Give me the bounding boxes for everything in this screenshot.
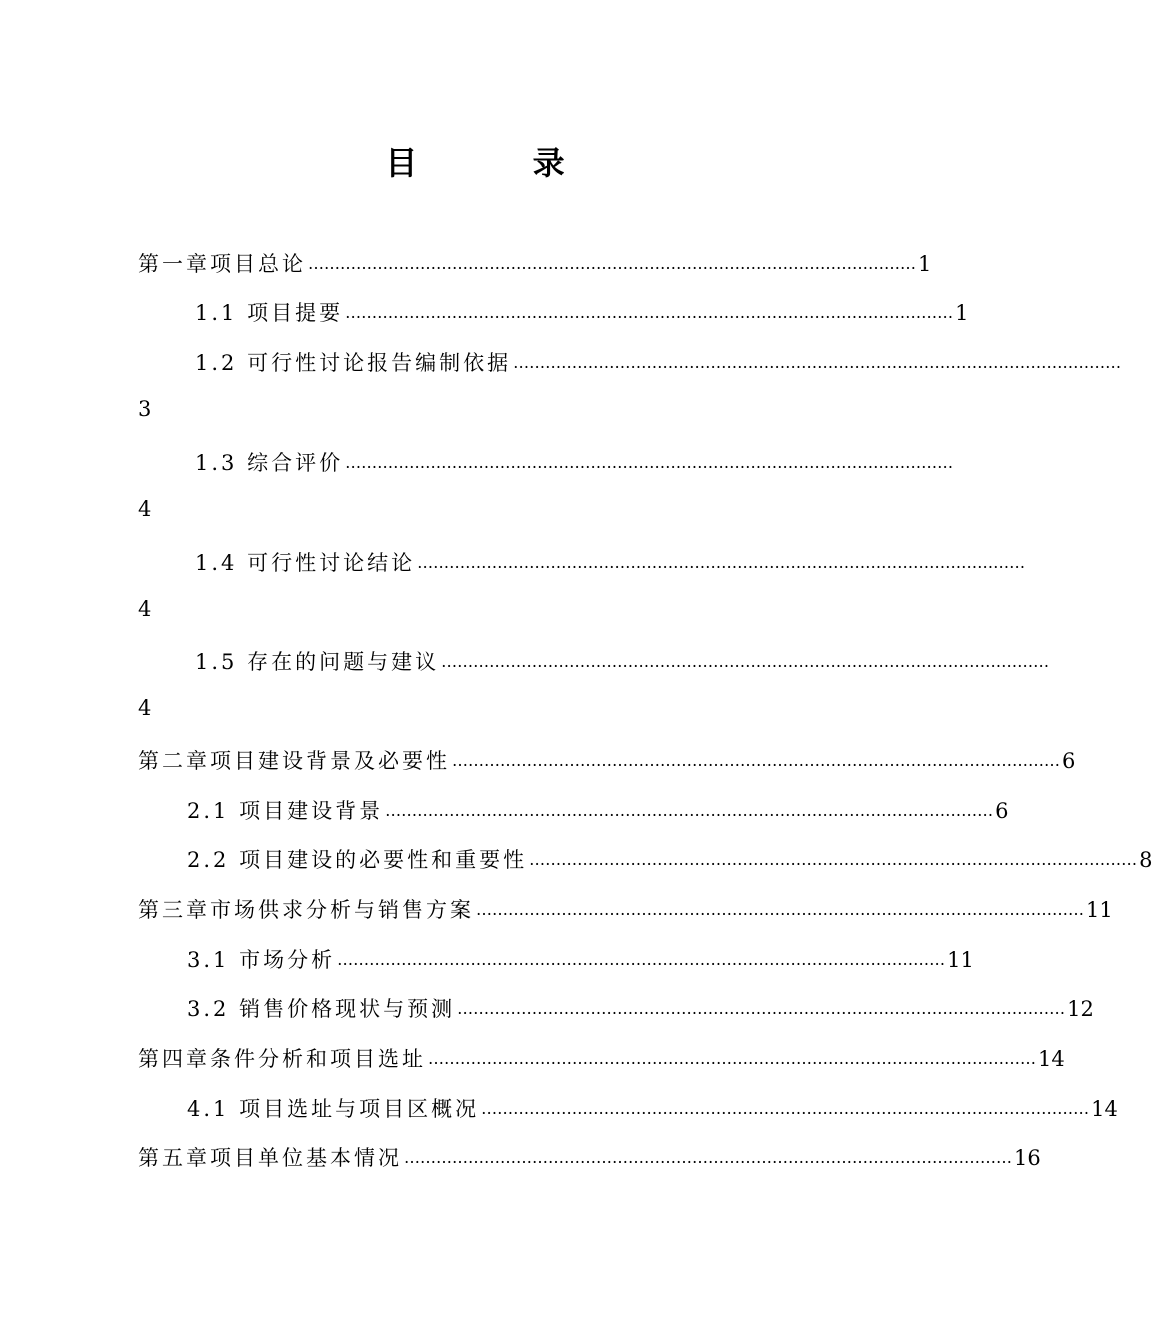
toc-leader-dots: …………………………………………………………………………………………………… (529, 850, 1138, 869)
toc-chapter-number: 第五章 (138, 1146, 210, 1170)
toc-entry-label: 项目总论 (210, 252, 306, 276)
toc-chapter-number: 第二章 (138, 749, 210, 773)
toc-entry-label: 项目单位基本情况 (210, 1146, 402, 1170)
toc-page-number: 12 (1067, 997, 1094, 1021)
toc-entry-1-4[interactable] (195, 543, 1026, 579)
toc-entry-label: 2.2 项目建设的必要性和重要性 (187, 848, 528, 872)
toc-leader-dots: …………………………………………………………………………………………………… (337, 950, 946, 969)
toc-leader-dots: …………………………………………………………………………………………………… (452, 751, 1060, 770)
toc-page-number-wrapped: 4 (138, 696, 152, 720)
toc-leader-dots: …………………………………………………………………………………………………… (417, 553, 1026, 572)
toc-entry-1-5[interactable] (195, 642, 1050, 678)
toc-leader-dots: …………………………………………………………………………………………………… (385, 801, 994, 820)
toc-entry-label: 项目建设背景及必要性 (210, 749, 450, 773)
toc-chapter-number: 第三章 (138, 898, 210, 922)
toc-entry-chapter-4[interactable] (138, 1039, 1065, 1075)
toc-leader-dots: …………………………………………………………………………………………………… (308, 254, 916, 273)
toc-entry-chapter-5[interactable] (138, 1138, 1041, 1174)
toc-entry-chapter-3[interactable] (138, 890, 1113, 926)
toc-page-number: 8 (1139, 848, 1152, 872)
toc-entry-chapter-2[interactable] (138, 741, 1076, 777)
toc-entry-label: 市场供求分析与销售方案 (210, 898, 474, 922)
toc-entry-label: 条件分析和项目选址 (210, 1047, 426, 1071)
toc-leader-dots: …………………………………………………………………………………………………… (457, 999, 1066, 1018)
toc-leader-dots: …………………………………………………………………………………………………… (476, 900, 1084, 919)
toc-entry-chapter-1[interactable] (138, 244, 932, 280)
toc-leader-dots: …………………………………………………………………………………………………… (428, 1049, 1036, 1068)
toc-entry-1-1[interactable] (195, 293, 969, 329)
toc-leader-dots: …………………………………………………………………………………………………… (481, 1099, 1090, 1118)
toc-page-number-wrapped: 4 (138, 597, 152, 621)
toc-entry-label: 1.5 存在的问题与建议 (195, 650, 440, 674)
toc-page-number-wrapped: 3 (138, 397, 152, 421)
toc-page-number: 11 (947, 948, 974, 972)
toc-entry-1-2[interactable] (195, 343, 1122, 379)
toc-entry-label: 3.1 市场分析 (187, 948, 336, 972)
toc-page-number: 14 (1091, 1097, 1118, 1121)
toc-entry-2-1[interactable] (187, 791, 1009, 827)
toc-chapter-number: 第一章 (138, 252, 210, 276)
toc-page-number-wrapped: 4 (138, 497, 152, 521)
toc-entry-label: 1.1 项目提要 (195, 301, 344, 325)
toc-page-number: 11 (1086, 898, 1113, 922)
toc-page-number: 1 (955, 301, 969, 325)
toc-entry-1-3[interactable] (195, 443, 954, 479)
toc-leader-dots: …………………………………………………………………………………………………… (404, 1148, 1012, 1167)
toc-page-number: 6 (995, 799, 1009, 823)
toc-page-number: 16 (1014, 1146, 1041, 1170)
toc-entry-label: 4.1 项目选址与项目区概况 (187, 1097, 480, 1121)
toc-entry-label: 1.4 可行性讨论结论 (195, 551, 416, 575)
toc-leader-dots: …………………………………………………………………………………………………… (441, 652, 1050, 671)
toc-page-number: 1 (918, 252, 932, 276)
toc-entry-3-2[interactable] (187, 989, 1094, 1025)
toc-entry-4-1[interactable] (187, 1089, 1118, 1125)
toc-entry-label: 2.1 项目建设背景 (187, 799, 384, 823)
toc-page-number: 14 (1038, 1047, 1065, 1071)
toc-leader-dots: …………………………………………………………………………………………………… (513, 353, 1122, 372)
toc-chapter-number: 第四章 (138, 1047, 210, 1071)
toc-entry-2-2[interactable] (187, 840, 1152, 876)
toc-page-number: 6 (1062, 749, 1076, 773)
toc-entry-label: 3.2 销售价格现状与预测 (187, 997, 456, 1021)
toc-entry-label: 1.3 综合评价 (195, 451, 344, 475)
toc-entry-label: 1.2 可行性讨论报告编制依据 (195, 351, 512, 375)
toc-leader-dots: …………………………………………………………………………………………………… (345, 303, 954, 322)
toc-leader-dots: …………………………………………………………………………………………………… (345, 453, 954, 472)
page-title: 目 录 (385, 144, 617, 182)
toc-entry-3-1[interactable] (187, 940, 974, 976)
